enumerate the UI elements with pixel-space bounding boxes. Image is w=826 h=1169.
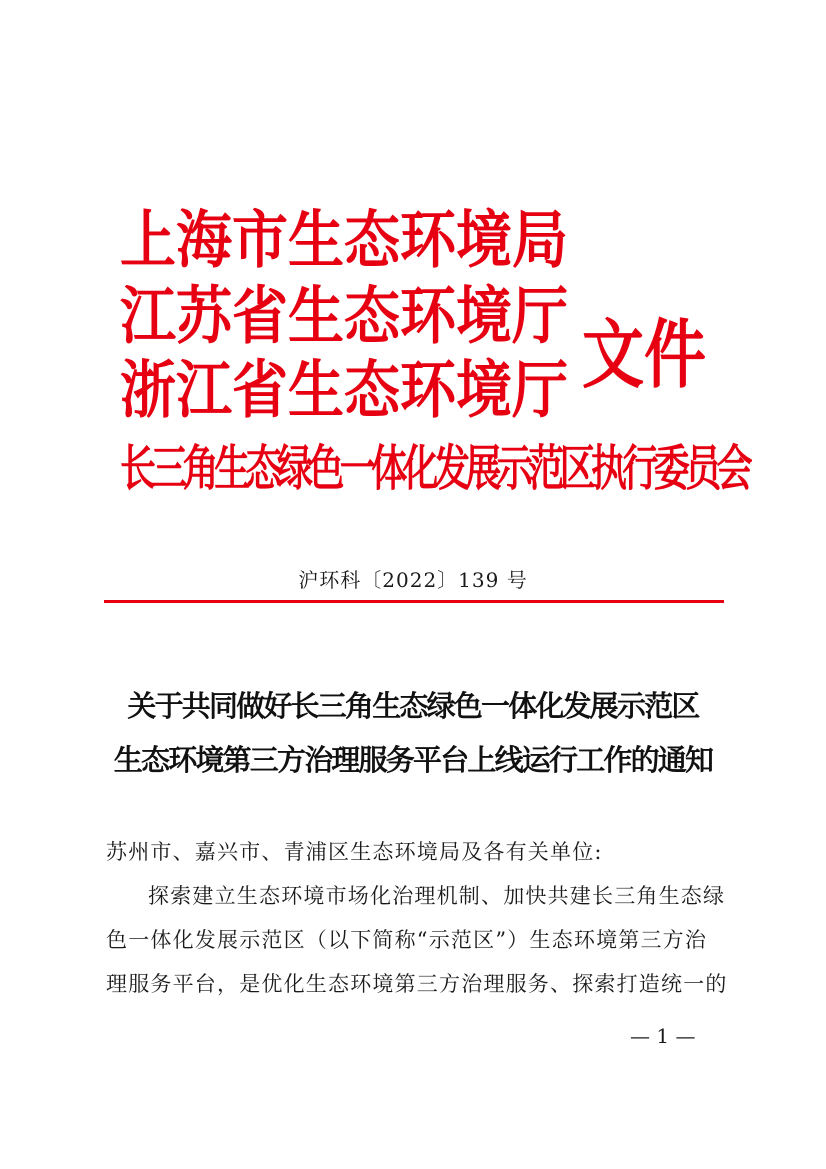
body-line-2: 色一体化发展示范区（以下简称“示范区”）生态环境第三方治 (106, 928, 708, 952)
issuer-char: 厅 (512, 280, 568, 354)
issuer-char: 省 (232, 354, 288, 428)
issuer-char: 江 (120, 280, 176, 354)
issuer-char: 局 (512, 204, 568, 278)
issuer-char: 境 (456, 204, 512, 278)
issuer-char: 苏 (176, 280, 232, 354)
issuer-char: 海 (176, 204, 232, 278)
issuer-char: 省 (232, 280, 288, 354)
red-divider-line (104, 600, 724, 603)
recipients: 苏州市、嘉兴市、青浦区生态环境局及各有关单位: (106, 840, 603, 864)
document-number: 沪环科〔2022〕139 号 (298, 568, 528, 592)
issuer-jiangsu (120, 280, 568, 354)
issuer-zhejiang (120, 354, 568, 428)
issuer-char: 生 (288, 204, 344, 278)
title-line-2: 生态环境第三方治理服务平台上线运行工作的通知 (113, 743, 713, 777)
issuer-char: 态 (344, 280, 400, 354)
issuer-char: 态 (344, 354, 400, 428)
issuer-shanghai (120, 204, 568, 278)
body-line-1: 探索建立生态环境市场化治理机制、加快共建长三角生态绿 (148, 884, 726, 908)
issuer-char: 环 (400, 204, 456, 278)
document-word: 文件 (582, 310, 707, 399)
issuer-char: 江 (176, 354, 232, 428)
issuer-char: 厅 (512, 354, 568, 428)
issuer-char: 生 (288, 354, 344, 428)
title-line-1: 关于共同做好长三角生态绿色一体化发展示范区 (127, 689, 699, 723)
red-letterhead (120, 200, 749, 510)
issuer-char: 态 (344, 204, 400, 278)
issuer-char: 上 (120, 204, 176, 278)
page-number: — 1 — (630, 1024, 696, 1048)
body-line-3: 理服务平台，是优化生态环境第三方治理服务、探索打造统一的 (106, 972, 728, 996)
issuer-char: 生 (288, 280, 344, 354)
issuer-char: 市 (232, 204, 288, 278)
issuer-char: 浙 (120, 354, 176, 428)
issuer-char: 环 (400, 280, 456, 354)
issuer-char: 境 (456, 280, 512, 354)
issuer-char: 环 (400, 354, 456, 428)
issuer-committee: 长三角生态绿色一体化发展示范区执行委员会 (120, 441, 749, 498)
issuer-char: 境 (456, 354, 512, 428)
